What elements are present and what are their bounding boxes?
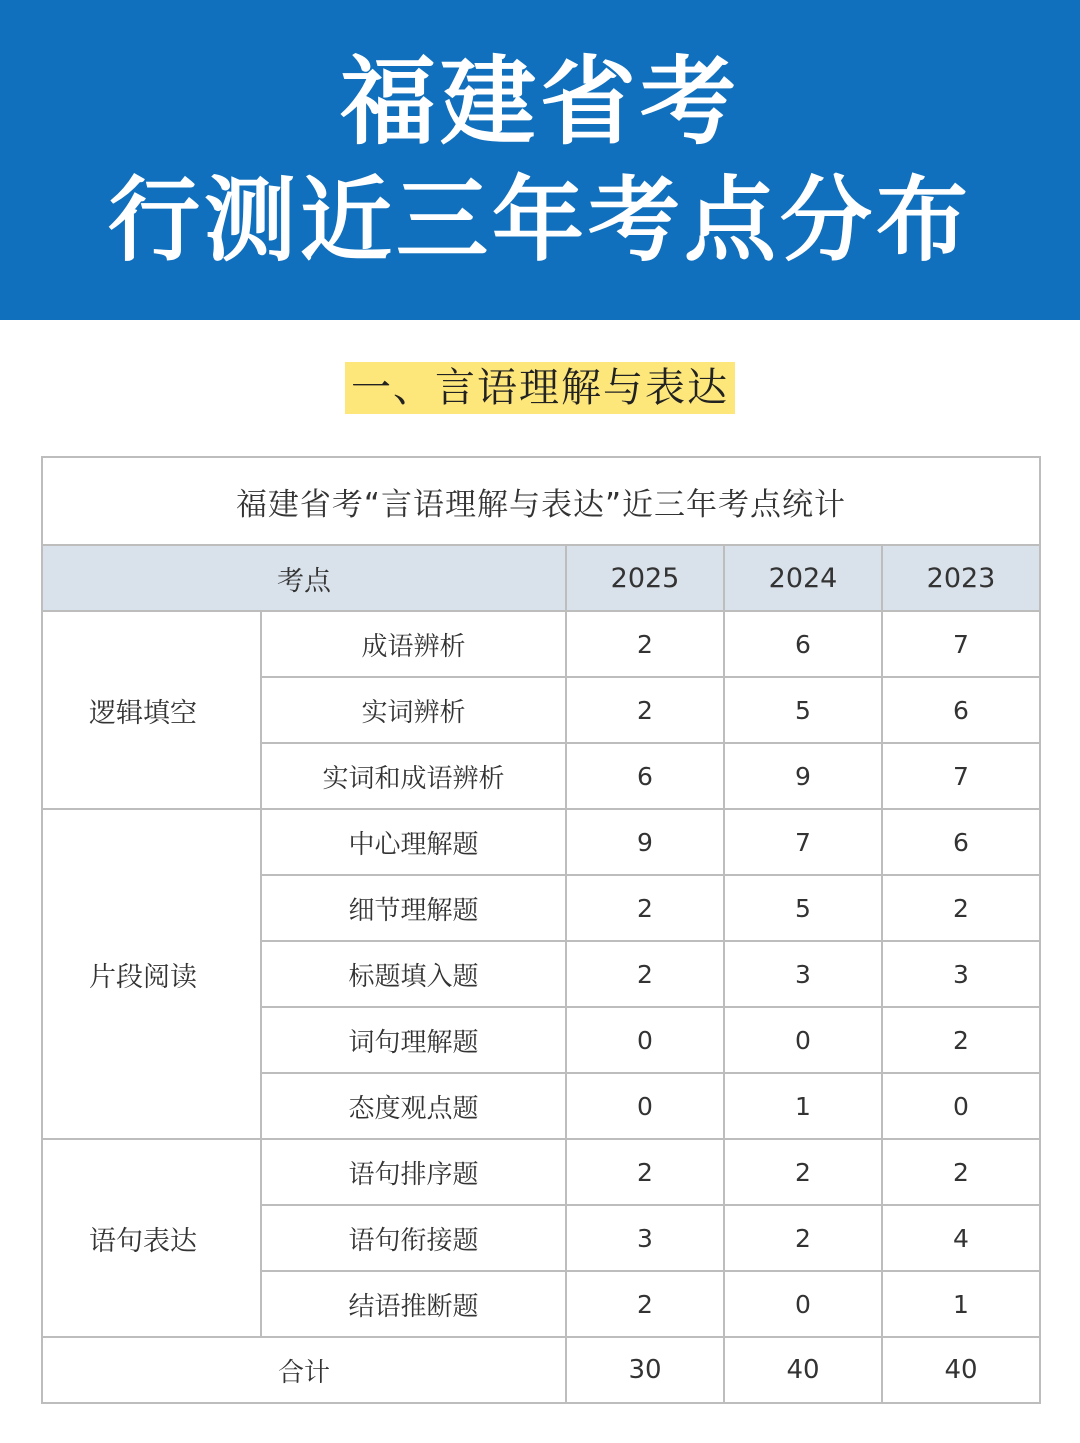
value-2025: 9 [566, 809, 724, 875]
value-2024: 2 [724, 1139, 882, 1205]
value-2025: 2 [566, 941, 724, 1007]
value-2025: 0 [566, 1073, 724, 1139]
topic-cell: 成语辨析 [261, 611, 566, 677]
table-header-row [42, 545, 1040, 611]
topic-cell: 中心理解题 [261, 809, 566, 875]
value-2023: 3 [882, 941, 1040, 1007]
section-heading-wrap [0, 362, 1080, 414]
title-banner [0, 0, 1080, 320]
topic-cell: 实词和成语辨析 [261, 743, 566, 809]
value-2024: 7 [724, 809, 882, 875]
value-2025: 2 [566, 1139, 724, 1205]
topic-cell: 结语推断题 [261, 1271, 566, 1337]
topic-cell: 态度观点题 [261, 1073, 566, 1139]
value-2023: 6 [882, 809, 1040, 875]
value-2025: 2 [566, 611, 724, 677]
table-row [42, 1139, 1040, 1205]
value-2024: 9 [724, 743, 882, 809]
value-2025: 2 [566, 875, 724, 941]
value-2024: 1 [724, 1073, 882, 1139]
value-2023: 2 [882, 1007, 1040, 1073]
value-2025: 2 [566, 677, 724, 743]
value-2024: 0 [724, 1007, 882, 1073]
topic-cell: 词句理解题 [261, 1007, 566, 1073]
value-2023: 4 [882, 1205, 1040, 1271]
value-2024: 3 [724, 941, 882, 1007]
value-2023: 0 [882, 1073, 1040, 1139]
table-row [42, 809, 1040, 875]
topic-cell: 语句衔接题 [261, 1205, 566, 1271]
value-2024: 6 [724, 611, 882, 677]
value-2023: 7 [882, 611, 1040, 677]
value-2023: 2 [882, 1139, 1040, 1205]
column-header-2025: 2025 [566, 545, 724, 611]
section-heading: 一、言语理解与表达 [345, 362, 735, 414]
stats-table [41, 456, 1041, 1404]
topic-cell: 实词辨析 [261, 677, 566, 743]
category-cell: 语句表达 [42, 1139, 261, 1337]
column-header-2024: 2024 [724, 545, 882, 611]
value-2025: 0 [566, 1007, 724, 1073]
category-cell: 片段阅读 [42, 809, 261, 1139]
topic-cell: 语句排序题 [261, 1139, 566, 1205]
table-row [42, 611, 1040, 677]
total-2023: 40 [882, 1337, 1040, 1403]
value-2024: 2 [724, 1205, 882, 1271]
total-row [42, 1337, 1040, 1403]
column-header-2023: 2023 [882, 545, 1040, 611]
page-title-line-1: 福建省考 [340, 46, 740, 158]
category-cell: 逻辑填空 [42, 611, 261, 809]
total-2024: 40 [724, 1337, 882, 1403]
value-2023: 2 [882, 875, 1040, 941]
value-2025: 3 [566, 1205, 724, 1271]
value-2024: 5 [724, 875, 882, 941]
total-2025: 30 [566, 1337, 724, 1403]
value-2025: 6 [566, 743, 724, 809]
value-2025: 2 [566, 1271, 724, 1337]
value-2023: 7 [882, 743, 1040, 809]
page-title-line-2: 行测近三年考点分布 [107, 167, 972, 274]
table-caption: 福建省考“言语理解与表达”近三年考点统计 [42, 457, 1040, 545]
value-2024: 0 [724, 1271, 882, 1337]
total-label: 合计 [42, 1337, 566, 1403]
table-caption-row [42, 457, 1040, 545]
value-2023: 6 [882, 677, 1040, 743]
topic-cell: 细节理解题 [261, 875, 566, 941]
value-2024: 5 [724, 677, 882, 743]
value-2023: 1 [882, 1271, 1040, 1337]
column-header-topic: 考点 [42, 545, 566, 611]
topic-cell: 标题填入题 [261, 941, 566, 1007]
